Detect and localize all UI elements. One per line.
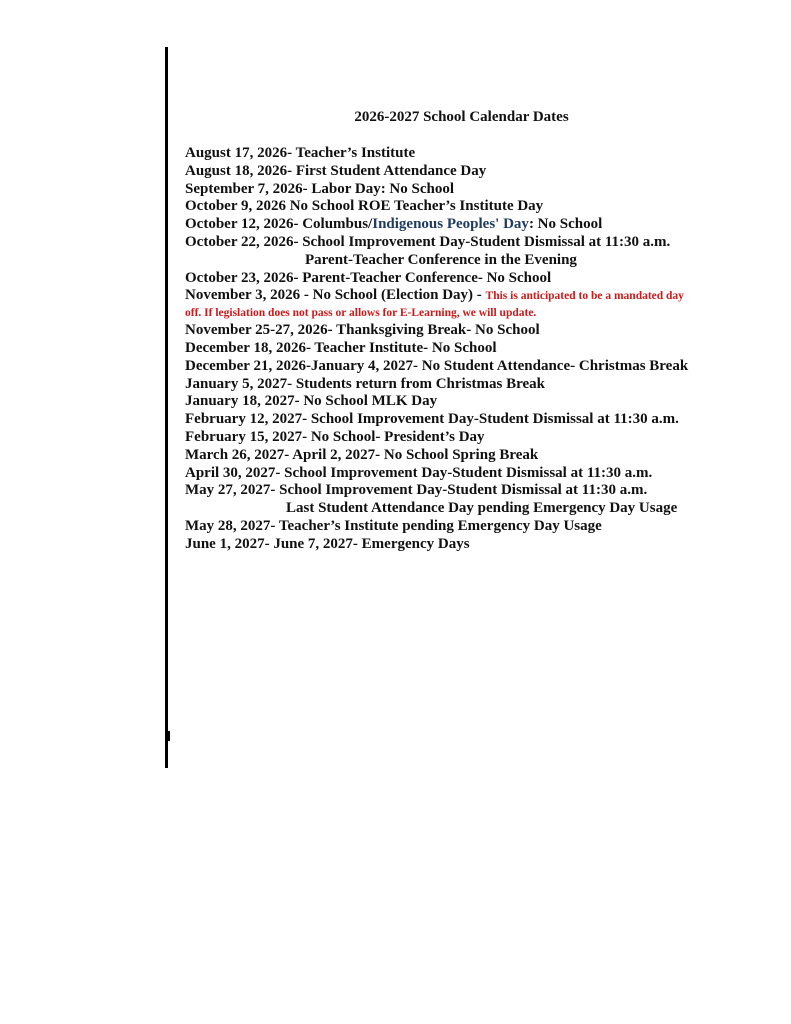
calendar-entry: December 18, 2026- Teacher Institute- No School — [185, 339, 497, 356]
calendar-entry: August 18, 2026- First Student Attendance Day — [185, 162, 487, 179]
calendar-entry-highlight: Indigenous Peoples' Day — [372, 216, 529, 233]
calendar-entry: February 15, 2027- No School- President’s Day — [185, 428, 485, 445]
calendar-entry: June 1, 2027- June 7, 2027- Emergency Days — [185, 535, 470, 552]
left-margin-rule-tick — [168, 731, 170, 741]
calendar-entry-text: October 12, 2026- Columbus/ — [185, 216, 373, 233]
calendar-entry-text: : No School — [528, 216, 603, 233]
calendar-entry: April 30, 2027- School Improvement Day-Student Dismissal at 11:30 a.m. — [185, 464, 653, 481]
calendar-entry: January 5, 2027- Students return from Christmas Break — [185, 375, 546, 392]
calendar-entry: October 9, 2026 No School ROE Teacher’s Institute Day — [185, 198, 544, 215]
calendar-entry — [185, 216, 745, 234]
calendar-entry: May 27, 2027- School Improvement Day-Student Dismissal at 11:30 a.m. — [185, 482, 648, 499]
calendar-entry-continuation: Parent-Teacher Conference in the Evening — [305, 251, 577, 268]
calendar-entries — [185, 145, 745, 554]
calendar-entry: December 21, 2026-January 4, 2027- No Student Attendance- Christmas Break — [185, 357, 689, 374]
calendar-entry-note: off. If legislation does not pass or allows for E-Learning, we will update. — [185, 307, 537, 320]
calendar-entry: January 18, 2027- No School MLK Day — [185, 393, 438, 410]
calendar-entry: October 22, 2026- School Improvement Day-Student Dismissal at 11:30 a.m. — [185, 233, 671, 250]
calendar-entry — [185, 287, 745, 306]
calendar-entry-note: This is anticipated to be a mandated day — [485, 290, 684, 303]
calendar-entry: August 17, 2026- Teacher’s Institute — [185, 145, 416, 161]
calendar-entry-text: November 3, 2026 - No School (Election Day) - — [185, 287, 486, 304]
calendar-entry: February 12, 2027- School Improvement Day-Student Dismissal at 11:30 a.m. — [185, 411, 679, 428]
calendar-entry: November 25-27, 2026- Thanksgiving Break- No School — [185, 322, 540, 339]
page-title: 2026-2027 School Calendar Dates — [354, 109, 569, 125]
calendar-entry: March 26, 2027- April 2, 2027- No School Spring Break — [185, 446, 539, 463]
calendar-entry: May 28, 2027- Teacher’s Institute pending Emergency Day Usage — [185, 517, 602, 534]
left-margin-rule — [165, 47, 168, 768]
calendar-entry-continuation: Last Student Attendance Day pending Emergency Day Usage — [286, 500, 678, 517]
calendar-entry: September 7, 2026- Labor Day: No School — [185, 180, 455, 197]
calendar-entry: October 23, 2026- Parent-Teacher Conference- No School — [185, 269, 552, 286]
